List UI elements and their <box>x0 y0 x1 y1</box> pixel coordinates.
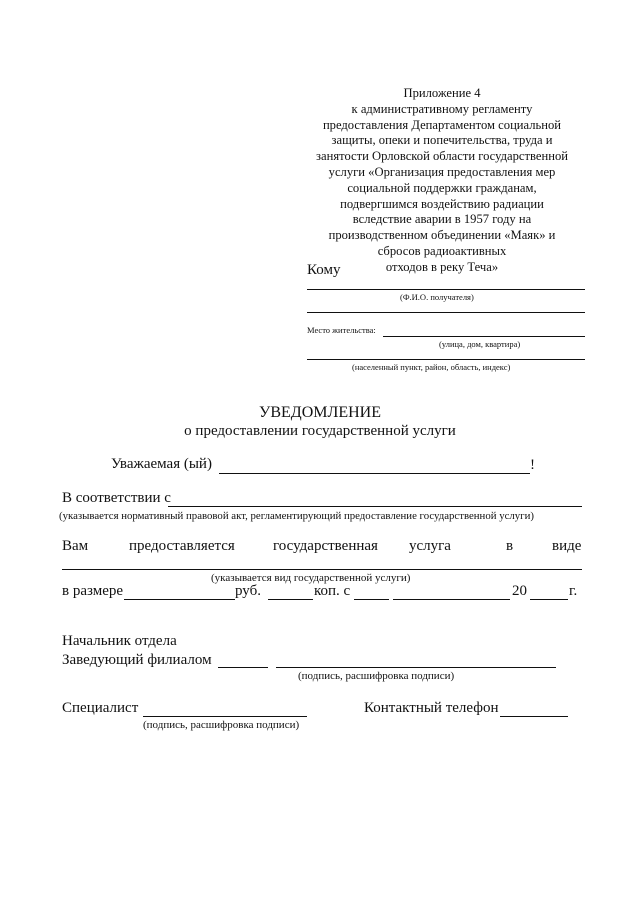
year-suffix: г. <box>569 583 578 599</box>
accordance-label: В соответствии с <box>62 490 171 506</box>
street-field[interactable] <box>383 336 585 337</box>
appendix-line: социальной поддержки гражданам, <box>347 180 537 195</box>
phone-label: Контактный телефон <box>364 700 499 716</box>
street-caption: (улица, дом, квартира) <box>439 339 521 349</box>
appendix-line: отходов в реку Теча» <box>385 259 499 274</box>
head-title-line1: Начальник отдела <box>62 633 177 649</box>
provided-word: предоставляется <box>129 538 235 554</box>
recipient-name-field-2[interactable] <box>307 312 585 313</box>
rub-field[interactable] <box>124 599 235 600</box>
phone-field[interactable] <box>500 716 568 717</box>
accordance-caption: (указывается нормативный правовой акт, регламентирующий предоставление государственной услуги) <box>59 510 534 522</box>
greeting-label: Уважаемая (ый) <box>111 456 212 472</box>
locality-field[interactable] <box>307 359 585 360</box>
date-day-field[interactable] <box>354 599 389 600</box>
service-type-caption: (указывается вид государственной услуги) <box>211 572 411 584</box>
appendix-line: подвергшимся воздействию радиации <box>340 196 544 211</box>
specialist-caption: (подпись, расшифровка подписи) <box>143 719 300 731</box>
year-prefix: 20 <box>512 583 527 599</box>
to-label: Кому <box>307 262 341 278</box>
page-subtitle: о предоставлении государственной услуги <box>184 423 456 439</box>
provided-word: виде <box>552 538 582 554</box>
specialist-signature-field[interactable] <box>143 716 307 717</box>
date-month-field[interactable] <box>393 599 510 600</box>
provided-word: услуга <box>409 538 451 554</box>
appendix-line: услуги «Организация предоставления мер <box>328 164 556 179</box>
service-type-field[interactable] <box>62 569 582 570</box>
page-title: УВЕДОМЛЕНИЕ <box>259 404 381 421</box>
appendix-line: защиты, опеки и попечительства, труда и <box>331 133 553 148</box>
appendix-line: вследствие аварии в 1957 году на <box>352 212 532 227</box>
residence-label: Место жительства: <box>307 325 376 335</box>
recipient-name-field[interactable] <box>307 289 585 290</box>
head-name-field[interactable] <box>276 667 556 668</box>
greeting-name-field[interactable] <box>219 473 530 474</box>
fio-caption: (Ф.И.О. получателя) <box>400 292 474 302</box>
greeting-exclamation: ! <box>530 457 535 473</box>
amount-label: в размере <box>62 583 124 599</box>
provided-word: в <box>506 538 514 554</box>
locality-caption: (населенный пункт, район, область, индекс) <box>352 362 511 372</box>
appendix-line: к административному регламенту <box>351 101 533 116</box>
provided-word: государственная <box>273 538 378 554</box>
appendix-line: производственном объединении «Маяк» и <box>328 228 556 243</box>
provided-word: Вам <box>62 538 89 554</box>
rub-label: руб. <box>235 583 261 599</box>
appendix-line: занятости Орловской области государственной <box>316 149 568 164</box>
appendix-line: предоставления Департаментом социальной <box>322 117 562 132</box>
appendix-line: сбросов радиоактивных <box>377 243 507 258</box>
year-field[interactable] <box>530 599 568 600</box>
head-signature-field[interactable] <box>218 667 268 668</box>
legal-act-field[interactable] <box>168 506 582 507</box>
kop-label: коп. с <box>314 583 351 599</box>
kop-field[interactable] <box>268 599 313 600</box>
appendix-line: Приложение 4 <box>403 86 481 100</box>
appendix-block <box>300 86 584 276</box>
head-title-line2: Заведующий филиалом <box>62 652 212 668</box>
head-caption: (подпись, расшифровка подписи) <box>298 670 455 682</box>
specialist-label: Специалист <box>62 700 139 716</box>
